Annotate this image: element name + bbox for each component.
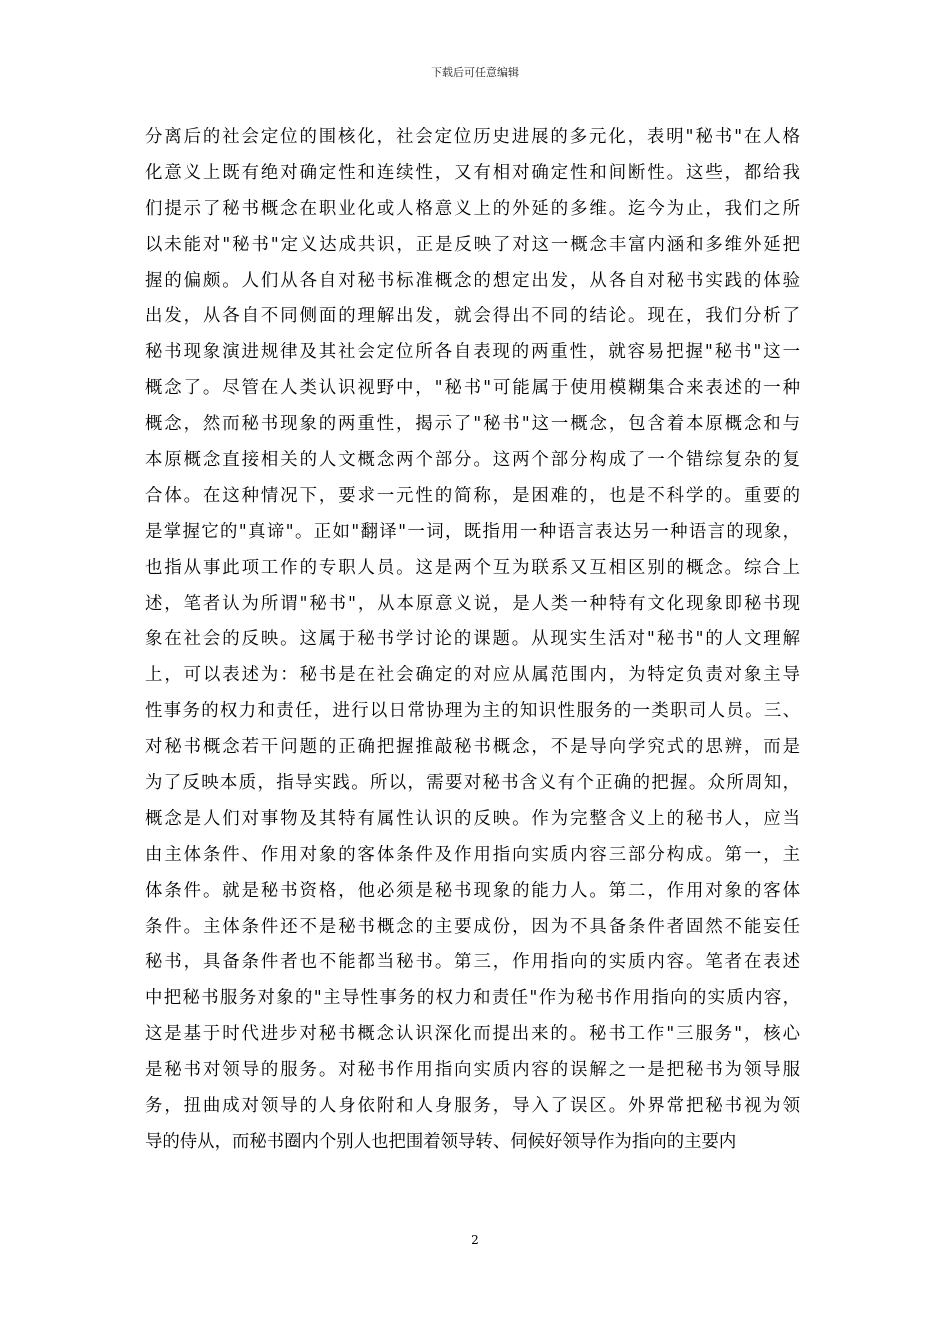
body-text-line: 是秘书对领导的服务。对秘书作用指向实质内容的误解之一是把秘书为领导服 <box>145 1060 800 1081</box>
body-text-line: 务，扭曲成对领导的人身依附和人身服务，导入了误区。外界常把秘书视为领 <box>145 1096 800 1117</box>
body-text-line: 述，笔者认为所谓"秘书"，从本原意义说，是人类一种特有文化现象即秘书现 <box>145 593 800 614</box>
body-text-line: 以未能对"秘书"定义达成共识，正是反映了对这一概念丰富内涵和多维外延把 <box>145 234 800 255</box>
body-text-line: 化意义上既有绝对确定性和连续性，又有相对确定性和间断性。这些，都给我 <box>145 162 800 183</box>
body-text-line: 秘书现象演进规律及其社会定位所各自表现的两重性，就容易把握"秘书"这一 <box>145 342 800 363</box>
body-text-line: 概念，然而秘书现象的两重性，揭示了"秘书"这一概念，包含着本原概念和与 <box>145 414 800 435</box>
page-number: 2 <box>471 1233 479 1247</box>
body-text-line: 象在社会的反映。这属于秘书学讨论的课题。从现实生活对"秘书"的人文理解 <box>145 629 800 650</box>
body-text-line: 体条件。就是秘书资格，他必须是秘书现象的能力人。第二，作用对象的客体 <box>145 880 800 901</box>
body-text-line: 对秘书概念若干问题的正确把握推敲秘书概念，不是导向学究式的思辨，而是 <box>145 737 800 758</box>
body-text-line: 们提示了秘书概念在职业化或人格意义上的外延的多维。迄今为止，我们之所 <box>145 198 800 219</box>
body-text-line: 上，可以表述为：秘书是在社会确定的对应从属范围内，为特定负责对象主导 <box>145 665 800 686</box>
body-text-line: 概念了。尽管在人类认识视野中，"秘书"可能属于使用模糊集合来表述的一种 <box>145 378 800 399</box>
body-text-line: 性事务的权力和责任，进行以日常协理为主的知识性服务的一类职司人员。三、 <box>145 701 800 722</box>
body-text-line: 本原概念直接相关的人文概念两个部分。这两个部分构成了一个错综复杂的复 <box>145 450 800 471</box>
body-text-line: 由主体条件、作用对象的客体条件及作用指向实质内容三部分构成。第一，主 <box>145 844 800 865</box>
body-text-line: 握的偏颇。人们从各自对秘书标准概念的想定出发，从各自对秘书实践的体验 <box>145 270 800 291</box>
body-text-line: 这是基于时代进步对秘书概念认识深化而提出来的。秘书工作"三服务"，核心 <box>145 1024 800 1045</box>
body-text-line: 中把秘书服务对象的"主导性事务的权力和责任"作为秘书作用指向的实质内容， <box>145 988 800 1009</box>
body-text-line: 为了反映本质，指导实践。所以，需要对秘书含义有个正确的把握。众所周知， <box>145 773 800 794</box>
body-text-line: 概念是人们对事物及其特有属性认识的反映。作为完整含义上的秘书人，应当 <box>145 808 800 829</box>
body-text-line: 条件。主体条件还不是秘书概念的主要成份，因为不具备条件者固然不能妄任 <box>145 916 800 937</box>
body-text-line: 秘书，具备条件者也不能都当秘书。第三，作用指向的实质内容。笔者在表述 <box>145 952 800 973</box>
body-text-line: 导的侍从，而秘书圈内个别人也把围着领导转、伺候好领导作为指向的主要内 <box>145 1131 737 1152</box>
body-text-line: 分离后的社会定位的围核化，社会定位历史进展的多元化，表明"秘书"在人格 <box>145 127 800 147</box>
body-text-line: 是掌握它的"真谛"。正如"翻译"一词，既指用一种语言表达另一种语言的现象， <box>145 521 800 542</box>
body-text <box>145 120 800 1161</box>
body-text-line: 出发，从各自不同侧面的理解出发，就会得出不同的结论。现在，我们分析了 <box>145 306 800 327</box>
body-text-line: 合体。在这种情况下，要求一元性的简称，是困难的，也是不科学的。重要的 <box>145 485 800 506</box>
body-text-line: 也指从事此项工作的专职人员。这是两个互为联系又互相区别的概念。综合上 <box>145 557 800 578</box>
page-header: 下载后可任意编辑 <box>431 66 519 79</box>
